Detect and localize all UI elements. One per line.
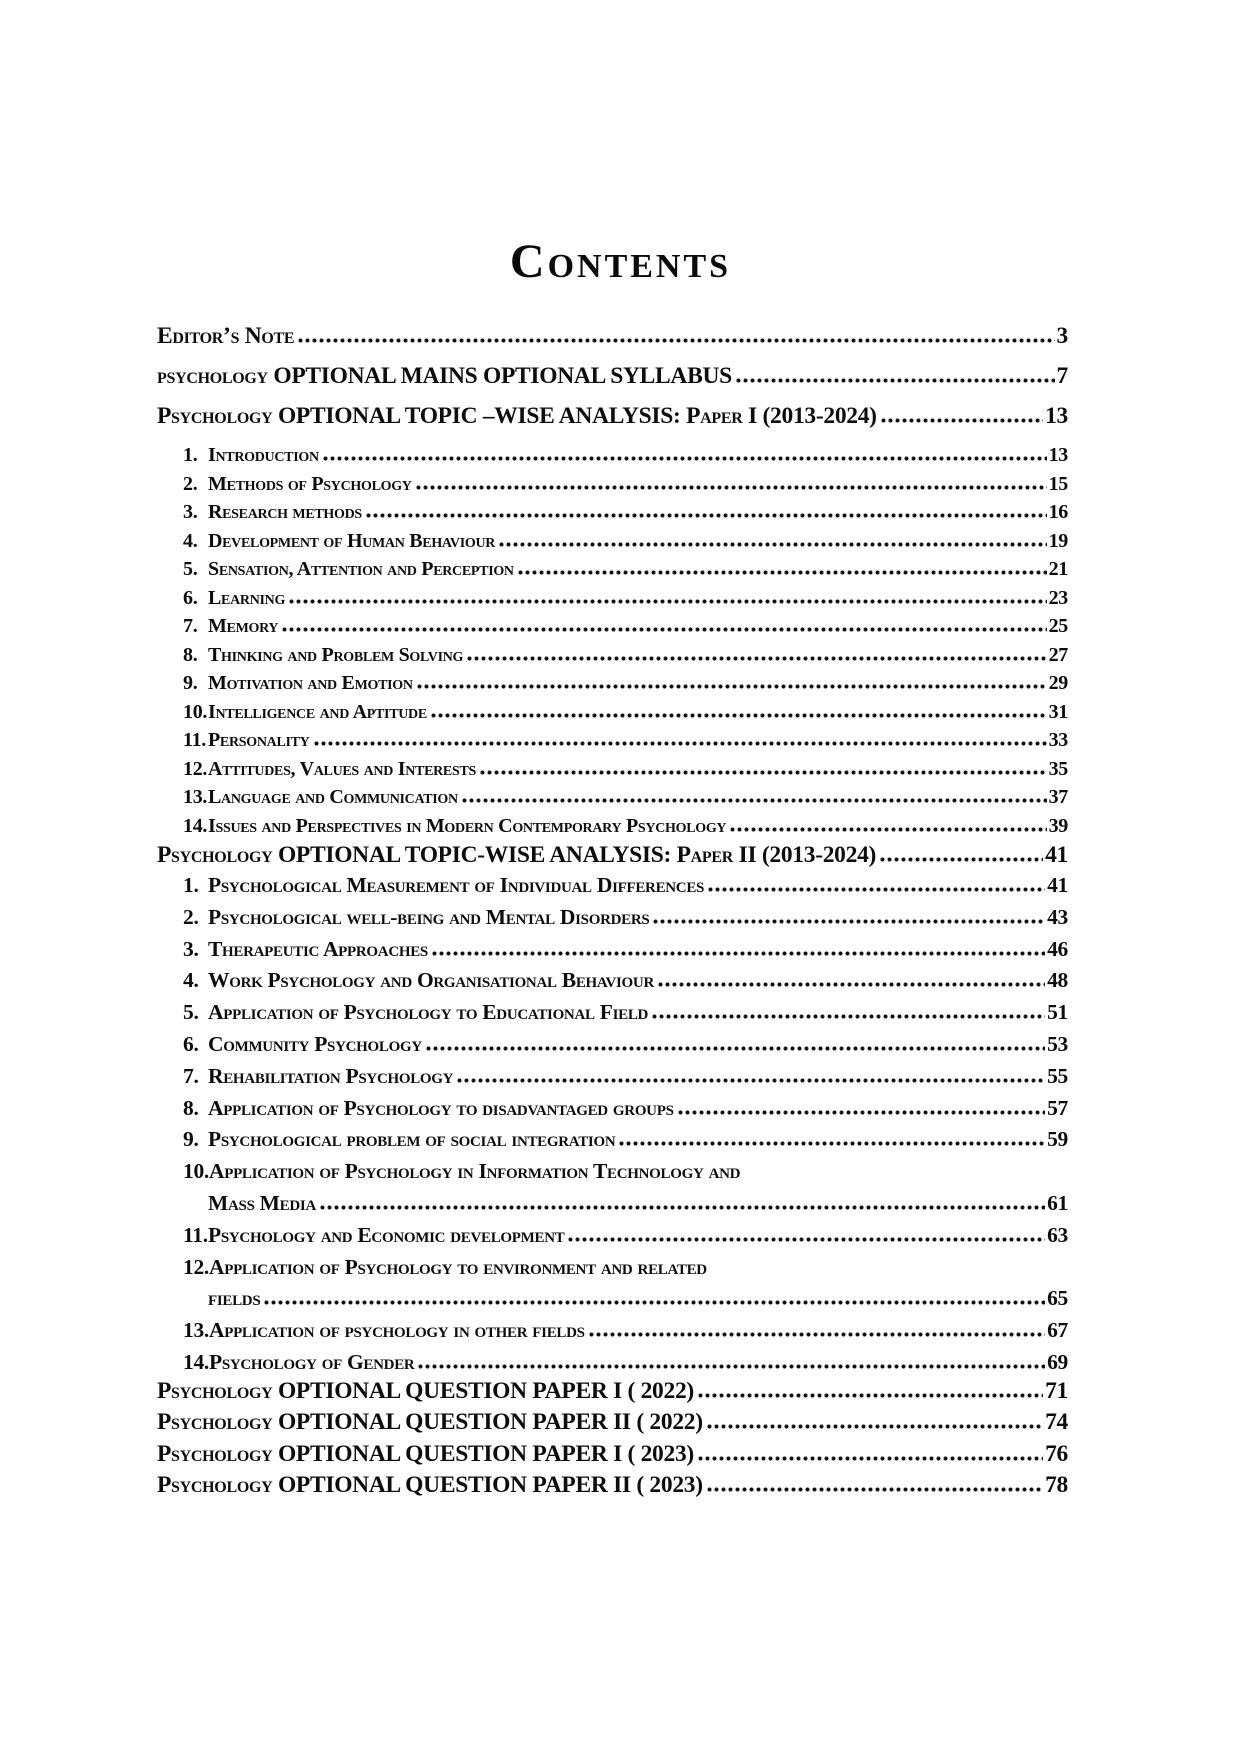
entry-leader-dots	[707, 1487, 1043, 1492]
entry-label: Application of Psychology to disadvantaged groups	[208, 1095, 674, 1120]
entry-page-number: 39	[1048, 814, 1068, 837]
entry-label: Psychological well-being and Mental Disorders	[208, 904, 650, 929]
entry-page-number: 35	[1048, 757, 1068, 780]
entry-page-number: 27	[1048, 643, 1068, 666]
entry-label: fields	[208, 1286, 261, 1311]
toc-entry	[157, 316, 1068, 356]
entry-page-number: 78	[1045, 1472, 1068, 1499]
entry-label: Psychology OPTIONAL TOPIC-WISE ANALYSIS: Paper II (2013-2024)	[157, 842, 877, 868]
entry-label: Psychological problem of social integration	[208, 1127, 616, 1152]
entry-leader-dots	[282, 627, 1046, 632]
toc-entry	[157, 836, 1068, 874]
entry-leader-dots	[518, 570, 1047, 575]
entry-page-number: 41	[1045, 842, 1068, 868]
page-title: Contents	[509, 235, 732, 288]
toc-entry	[157, 783, 1068, 812]
entry-number: 7.	[183, 615, 198, 637]
toc-entry	[157, 669, 1068, 698]
entry-label: Introduction	[208, 444, 319, 466]
entry-label: Development of Human Behaviour	[208, 529, 496, 552]
entry-leader-dots	[432, 951, 1045, 956]
toc	[157, 316, 1068, 1502]
toc-entry	[157, 470, 1068, 499]
entry-page-number: 43	[1047, 904, 1068, 929]
entry-page-number: 55	[1047, 1063, 1068, 1088]
entry-page-number: 15	[1048, 472, 1068, 495]
entry-number: 3.	[183, 936, 199, 961]
entry-leader-dots	[880, 857, 1043, 862]
entry-number: 13.	[183, 786, 208, 808]
entry-page-number: 37	[1048, 786, 1068, 808]
toc-entry	[157, 1376, 1068, 1408]
entry-number: 9.	[183, 1127, 199, 1152]
toc-entry	[157, 641, 1068, 670]
entry-label: Issues and Perspectives in Modern Contemporary Psychology	[208, 814, 727, 837]
toc-entry	[157, 755, 1068, 784]
entry-leader-dots	[366, 513, 1047, 518]
entry-page-number: 59	[1047, 1127, 1068, 1152]
entry-page-number: 74	[1045, 1409, 1068, 1436]
entry-number: 6.	[183, 586, 198, 609]
entry-number: 7.	[183, 1063, 199, 1088]
entry-page-number: 3	[1056, 323, 1068, 349]
entry-label: Psychology OPTIONAL QUESTION PAPER II ( 2023)	[157, 1472, 703, 1499]
section-front-matter	[157, 316, 1068, 436]
entry-leader-dots	[264, 1300, 1045, 1305]
entry-label: Psychology OPTIONAL QUESTION PAPER I ( 2022)	[157, 1377, 694, 1404]
entry-label: Application of psychology in other fields	[208, 1318, 585, 1343]
entry-page-number: 53	[1047, 1031, 1068, 1056]
entry-number: 10.	[183, 700, 208, 723]
entry-number: 8.	[183, 1095, 199, 1120]
section-question-papers	[157, 1376, 1068, 1502]
toc-entry	[157, 356, 1068, 396]
entry-leader-dots	[707, 1424, 1043, 1429]
entry-label: Attitudes, Values and Interests	[208, 757, 476, 780]
entry-leader-dots	[698, 1393, 1043, 1398]
toc-entry	[157, 1283, 1068, 1315]
toc-entry	[157, 1029, 1068, 1061]
entry-page-number: 46	[1047, 936, 1068, 961]
entry-page-number: 13	[1045, 403, 1068, 429]
entry-number: 11.	[183, 1222, 208, 1247]
entry-number: 6.	[183, 1031, 199, 1056]
toc-entry	[157, 1188, 1068, 1220]
entry-leader-dots	[619, 1141, 1045, 1146]
entry-label: Methods of Psychology	[208, 472, 412, 495]
entry-leader-dots	[467, 656, 1046, 661]
toc-entry	[157, 1407, 1068, 1439]
entry-number: 9.	[183, 672, 198, 694]
entry-page-number: 51	[1047, 1000, 1068, 1025]
entry-leader-dots	[652, 1014, 1045, 1019]
toc-entry	[157, 555, 1068, 584]
entry-label: Mass Media	[208, 1190, 316, 1215]
entry-number: 11.	[183, 729, 206, 751]
toc-entry	[157, 1061, 1068, 1093]
entry-leader-dots	[323, 456, 1047, 461]
entry-number: 5.	[183, 1000, 199, 1025]
entry-page-number: 71	[1045, 1377, 1068, 1404]
toc-entry	[157, 1470, 1068, 1502]
toc-entry	[157, 396, 1068, 436]
toc-entry	[157, 934, 1068, 966]
entry-number: 14.	[183, 1349, 209, 1374]
entry-label: Psychological Measurement of Individual Differences	[208, 873, 705, 897]
toc-entry	[157, 1124, 1068, 1156]
toc-entry	[157, 1252, 1068, 1284]
entry-label: Intelligence and Aptitude	[208, 700, 427, 723]
entry-page-number: 13	[1048, 444, 1068, 466]
entry-leader-dots	[417, 684, 1047, 689]
section-paper-2-topics	[157, 870, 1068, 1379]
entry-leader-dots	[589, 1332, 1045, 1337]
entry-leader-dots	[457, 1078, 1045, 1083]
entry-leader-dots	[708, 887, 1045, 892]
toc-entry	[157, 1156, 1068, 1188]
entry-page-number: 61	[1047, 1190, 1068, 1215]
entry-leader-dots	[499, 542, 1046, 547]
toc-entry	[157, 726, 1068, 755]
entry-label: Thinking and Problem Solving	[208, 643, 464, 666]
entry-page-number: 41	[1047, 873, 1068, 897]
entry-number: 2.	[183, 904, 199, 929]
entry-number: 4.	[183, 968, 199, 993]
toc-entry	[157, 441, 1068, 470]
entry-label: Application of Psychology to environment and related	[208, 1254, 707, 1279]
entry-leader-dots	[320, 1205, 1045, 1210]
entry-leader-dots	[426, 1046, 1045, 1051]
toc-entry	[157, 1347, 1068, 1379]
entry-label: Application of Psychology in Information Technology and	[208, 1159, 741, 1184]
toc-entry	[157, 584, 1068, 613]
entry-leader-dots	[462, 798, 1047, 803]
toc-entry	[157, 1220, 1068, 1252]
toc-entry	[157, 498, 1068, 527]
entry-number: 1.	[183, 873, 199, 897]
entry-leader-dots	[298, 338, 1054, 343]
toc-entry	[157, 902, 1068, 934]
toc-entry	[157, 1315, 1068, 1347]
entry-label: psychology OPTIONAL MAINS OPTIONAL SYLLABUS	[157, 363, 732, 389]
toc-entry	[157, 1093, 1068, 1125]
entry-label: Therapeutic Approaches	[208, 936, 428, 961]
entry-leader-dots	[289, 599, 1047, 604]
toc-entry	[157, 870, 1068, 902]
entry-page-number: 69	[1047, 1349, 1068, 1374]
entry-number: 8.	[183, 643, 198, 666]
entry-page-number: 16	[1048, 501, 1068, 523]
entry-page-number: 33	[1048, 729, 1068, 751]
entry-page-number: 65	[1047, 1286, 1068, 1311]
entry-leader-dots	[480, 770, 1047, 775]
entry-page-number: 7	[1056, 363, 1068, 389]
entry-number: 3.	[183, 501, 198, 523]
entry-page-number: 21	[1048, 558, 1068, 580]
entry-leader-dots	[416, 485, 1047, 490]
entry-number: 4.	[183, 529, 198, 552]
entry-number: 1.	[183, 444, 198, 466]
entry-page-number: 29	[1048, 672, 1068, 694]
entry-page-number: 63	[1047, 1222, 1068, 1247]
entry-leader-dots	[431, 713, 1047, 718]
entry-number: 13.	[183, 1318, 209, 1343]
entry-label: Sensation, Attention and Perception	[208, 558, 514, 580]
entry-number: 5.	[183, 558, 198, 580]
entry-label: Motivation and Emotion	[208, 672, 413, 694]
toc-entry	[157, 997, 1068, 1029]
entry-leader-dots	[698, 1456, 1043, 1461]
entry-label: Memory	[208, 615, 279, 637]
entry-leader-dots	[881, 418, 1043, 423]
entry-leader-dots	[736, 378, 1055, 383]
entry-label: Work Psychology and Organisational Behaviour	[208, 968, 654, 993]
entry-label: Research methods	[208, 501, 362, 523]
toc-entry	[157, 1439, 1068, 1471]
entry-number: 14.	[183, 814, 208, 837]
entry-label: Psychology OPTIONAL QUESTION PAPER II ( 2022)	[157, 1409, 703, 1436]
entry-label: Editor’s Note	[157, 323, 295, 349]
entry-label: Language and Communication	[208, 786, 458, 808]
entry-leader-dots	[653, 919, 1045, 924]
entry-page-number: 31	[1048, 700, 1068, 723]
entry-label: Psychology of Gender	[208, 1349, 415, 1374]
toc-entry	[157, 698, 1068, 727]
entry-label: Application of Psychology to Educational Field	[208, 1000, 649, 1025]
toc-entry	[157, 612, 1068, 641]
entry-page-number: 67	[1047, 1318, 1068, 1343]
entry-number: 12.	[183, 1254, 209, 1279]
entry-page-number: 23	[1048, 586, 1068, 609]
entry-label: Community Psychology	[208, 1031, 422, 1056]
entry-page-number: 48	[1047, 968, 1068, 993]
section-paper-1-topics	[157, 441, 1068, 840]
entry-leader-dots	[418, 1364, 1045, 1369]
entry-leader-dots	[678, 1110, 1045, 1115]
entry-page-number: 19	[1048, 529, 1068, 552]
entry-label: Psychology OPTIONAL QUESTION PAPER I ( 2023)	[157, 1440, 694, 1467]
section-paper-2-heading	[157, 836, 1068, 874]
entry-number: 12.	[183, 757, 208, 780]
entry-page-number: 25	[1048, 615, 1068, 637]
entry-leader-dots	[314, 741, 1047, 746]
entry-leader-dots	[658, 982, 1045, 987]
entry-label: Psychology and Economic development	[208, 1222, 565, 1247]
entry-number: 10.	[183, 1159, 209, 1184]
entry-label: Learning	[208, 586, 286, 609]
entry-page-number: 57	[1047, 1095, 1068, 1120]
entry-label: Personality	[208, 729, 310, 751]
entry-number: 2.	[183, 472, 198, 495]
entry-leader-dots	[730, 827, 1046, 832]
entry-label: Psychology OPTIONAL TOPIC –WISE ANALYSIS: Paper I (2013-2024)	[157, 403, 877, 429]
toc-entry	[157, 527, 1068, 556]
toc-entry	[157, 965, 1068, 997]
entry-label: Rehabilitation Psychology	[208, 1063, 454, 1088]
entry-page-number: 76	[1045, 1440, 1068, 1467]
entry-leader-dots	[568, 1237, 1045, 1242]
